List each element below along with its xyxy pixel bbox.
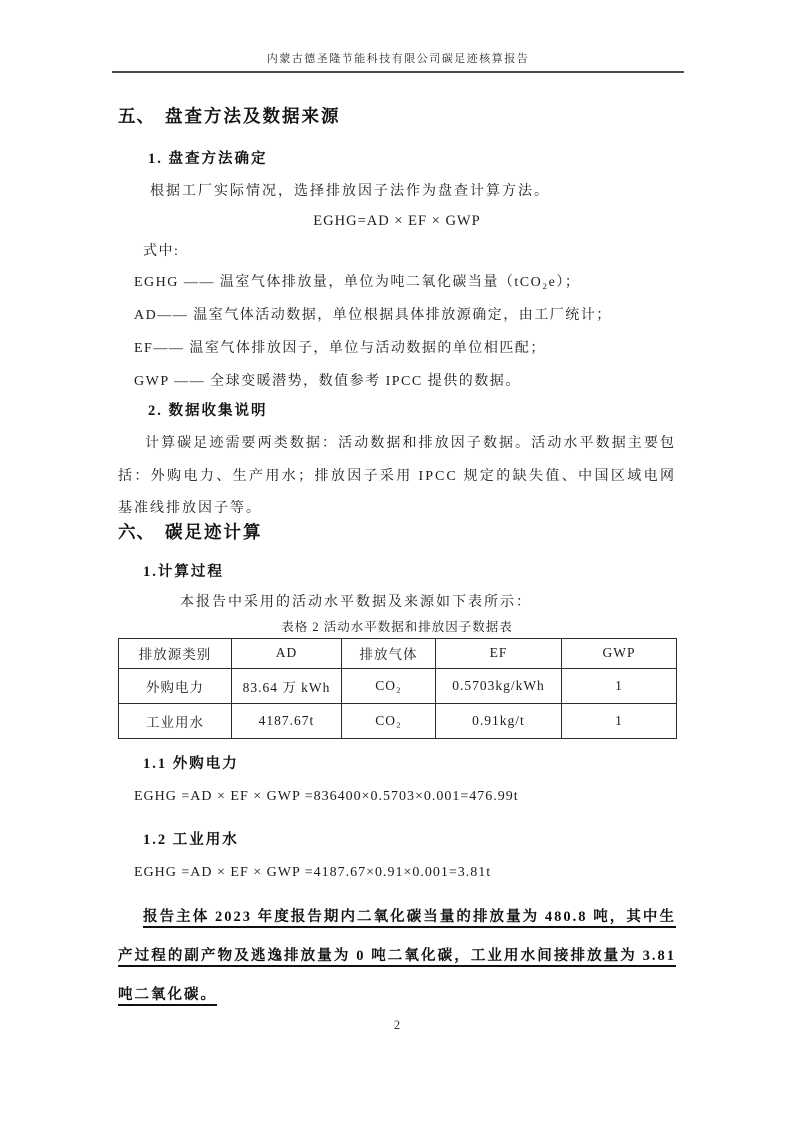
table-row-electricity [119, 668, 677, 703]
data-collection-heading: 2. 数据收集说明 [148, 403, 268, 419]
activity-data-table [118, 638, 677, 739]
method-heading: 1. 盘查方法确定 [148, 151, 268, 167]
section-5-title: 盘查方法及数据来源 [165, 106, 341, 126]
cell-gwp: 1 [562, 703, 677, 738]
cell-source: 外购电力 [119, 668, 232, 703]
report-header-title: 内蒙古德圣隆节能科技有限公司碳足迹核算报告 [266, 53, 530, 65]
definition-ef: EF—— 温室气体排放因子，单位与活动数据的单位相匹配； [134, 341, 546, 356]
cell-ad: 83.64 万 kWh [232, 668, 342, 703]
cell-source: 工业用水 [119, 703, 232, 738]
definition-eghg: EGHG —— 温室气体排放量，单位为吨二氧化碳当量（tCO₂e）； [134, 275, 581, 290]
section-6-heading [118, 520, 676, 545]
col-header-ad: AD [232, 638, 342, 668]
definition-gwp: GWP —— 全球变暖潜势，数值参考 IPCC 提供的数据。 [134, 374, 521, 389]
section-5-number: 五、 [118, 106, 155, 126]
section-6-title: 碳足迹计算 [165, 521, 263, 542]
table-row-water [119, 703, 677, 738]
page-number: 2 [393, 1018, 401, 1032]
cell-gwp: 1 [562, 668, 677, 703]
method-body: 根据工厂实际情况，选择排放因子法作为盘查计算方法。 [150, 184, 550, 199]
water-heading: 1.2 工业用水 [143, 831, 239, 848]
cell-gas: CO₂ [342, 668, 436, 703]
process-heading: 1.计算过程 [143, 563, 224, 580]
table-intro: 本报告中采用的活动水平数据及来源如下表所示： [180, 594, 532, 610]
col-header-source: 排放源类别 [119, 638, 232, 668]
water-formula: EGHG =AD × EF × GWP =4187.67×0.91×0.001=3.81t [134, 864, 492, 880]
page-content [118, 96, 676, 1015]
electricity-heading: 1.1 外购电力 [143, 755, 239, 772]
formula-note: 式中: [143, 244, 180, 259]
cell-gas: CO₂ [342, 703, 436, 738]
page-footer [0, 1018, 794, 1033]
ghg-general-formula: EGHG=AD × EF × GWP [313, 213, 481, 229]
section-5-heading [118, 104, 676, 129]
table-caption: 表格 2 活动水平数据和排放因子数据表 [281, 619, 513, 634]
col-header-ef: EF [436, 638, 562, 668]
section-6-number: 六、 [118, 521, 155, 542]
data-collection-body: 计算碳足迹需要两类数据：活动数据和排放因子数据。活动水平数据主要包括：外购电力、生产用水；排放因子采用 IPCC 规定的缺失值、中国区域电网基准线排放因子等。 [118, 436, 676, 516]
cell-ad: 4187.67t [232, 703, 342, 738]
table-header-row [119, 638, 677, 668]
cell-ef: 0.5703kg/kWh [436, 668, 562, 703]
cell-ef: 0.91kg/t [436, 703, 562, 738]
electricity-formula: EGHG =AD × EF × GWP =836400×0.5703×0.001=476.99t [134, 788, 519, 804]
col-header-gas: 排放气体 [342, 638, 436, 668]
col-header-gwp: GWP [562, 638, 677, 668]
page-header [112, 50, 684, 73]
definition-ad: AD—— 温室气体活动数据，单位根据具体排放源确定，由工厂统计； [134, 308, 612, 323]
conclusion-statement: 报告主体 2023 年度报告期内二氧化碳当量的排放量为 480.8 吨，其中生产过程的副产物及逃逸排放量为 0 吨二氧化碳，工业用水间接排放量为 3.81 吨二氧化碳。 [118, 908, 676, 1003]
